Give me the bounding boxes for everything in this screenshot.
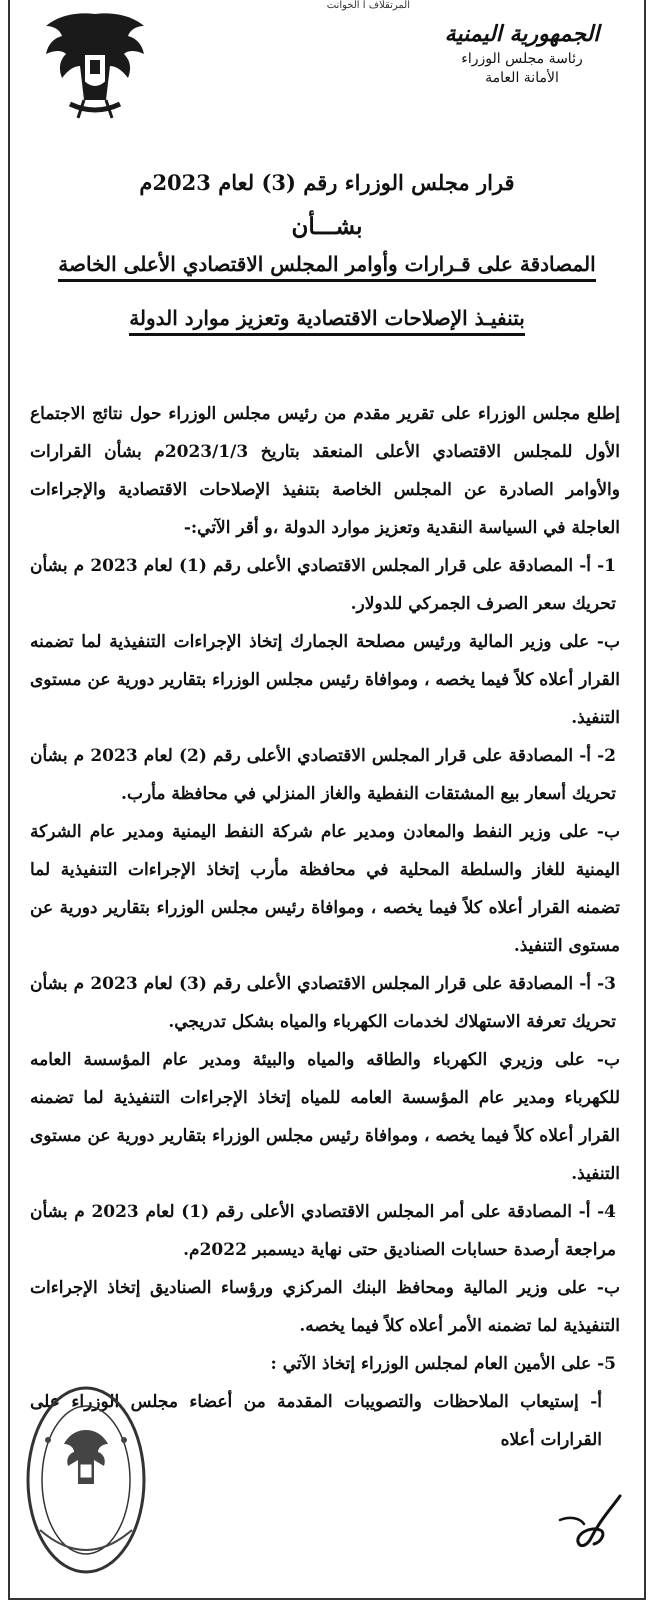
intro-paragraph: إطلع مجلس الوزراء على تقرير مقدم من رئيس مجلس الوزراء حول نتائج الاجتماع الأول للمجلس الاقتصادي الأعلى المنعقد بتاريخ 2023/1/3م بشأن القرارات والأوامر الصادرة عن المجلس الخاصة بتنفيذ الإصلاحات الاقتصادية والإجراءات العاجلة في السياسة النقدية وتعزيز موارد الدولة ،و أقر الآتي:- xyxy=(30,404,620,538)
top-handwriting: المرتقلاف ا الخوانت xyxy=(326,0,410,11)
presidency-name: رئاسة مجلس الوزراء xyxy=(461,50,583,67)
clause-5: 5- على الأمين العام لمجلس الوزراء إتخاذ الآتي : xyxy=(270,1354,616,1374)
clause-4b: ب- على وزير المالية ومحافظ البنك المركزي ورؤساء الصناديق إتخاذ الإجراءات التنفيذية لما تضمنه الأمر أعلاه كلاً فيما يخصه. xyxy=(30,1278,620,1336)
secretariat-name: الأمانة العامة xyxy=(485,69,559,86)
clause-3b: ب- على وزيري الكهرباء والطاقه والمياه والبيئة ومدير عام المؤسسة العامه للكهرباء ومدير عام المؤسسة العامه للمياه إتخاذ الإجراءات التنفيذية لما تضمنه القرار أعلاه كلاً فيما يخصه ، وموافاة رئيس مجلس الوزراء بتقارير دورية عن مستوى التنفيذ. xyxy=(30,1050,620,1184)
clause-2a: 2- أ- المصادقة على قرار المجلس الاقتصادي الأعلى رقم (2) لعام 2023 م بشأن تحريك أسعار بيع المشتقات النفطية والغاز المنزلي في محافظة مأرب. xyxy=(30,746,616,804)
clause-2b: ب- على وزير النفط والمعادن ومدير عام شركة النفط اليمنية ومدير عام الشركة اليمنية للغاز والسلطة المحلية في محافظة مأرب إتخاذ الإجراءات التنفيذية لما تضمنه القرار أعلاه كلاً فيما يخصه ، وموافاة رئيس مجلس الوزراء بتقارير دورية عن مستوى التنفيذ. xyxy=(30,822,620,956)
clause-1b: ب- على وزير المالية ورئيس مصلحة الجمارك إتخاذ الإجراءات التنفيذية لما تضمنه القرار أعلاه كلاً فيما يخصه ، وموافاة رئيس مجلس الوزراء بتقارير دورية عن مستوى التنفيذ. xyxy=(30,632,620,728)
republic-name: الجمهورية اليمنية xyxy=(444,21,600,47)
document-page xyxy=(8,0,646,1600)
eagle-emblem-icon xyxy=(40,4,150,122)
clause-1a: 1- أ- المصادقة على قرار المجلس الاقتصادي الأعلى رقم (1) لعام 2023 م بشأن تحريك سعر الصرف الجمركي للدولار. xyxy=(30,556,616,614)
clause-4a: 4- أ- المصادقة على أمر المجلس الاقتصادي الأعلى رقم (1) لعام 2023 م بشأن مراجعة أرصدة حسابات الصناديق حتى نهاية ديسمبر 2022م. xyxy=(30,1202,616,1260)
decision-title-block xyxy=(40,170,614,336)
decision-body xyxy=(30,395,620,1459)
official-seal-icon xyxy=(20,1380,150,1580)
subject-line-2: بتنفيـذ الإصلاحات الاقتصادية وتعزيز موارد الدولة xyxy=(129,306,525,336)
letterhead xyxy=(422,20,622,87)
clause-3a: 3- أ- المصادقة على قرار المجلس الاقتصادي الأعلى رقم (3) لعام 2023 م بشأن تحريك تعرفة الاستهلاك لخدمات الكهرباء والمياه بشكل تدريجي. xyxy=(30,974,616,1032)
signature-icon xyxy=(550,1490,630,1550)
subject-line-1: المصادقة على قـرارات وأوامر المجلس الاقتصادي الأعلى الخاصة xyxy=(58,252,595,282)
decision-number: قرار مجلس الوزراء رقم (3) لعام 2023م xyxy=(139,170,515,195)
regarding-label: بشـــأن xyxy=(291,213,363,240)
clause-5a: أ- إستيعاب الملاحظات والتصويبات المقدمة من أعضاء مجلس الوزراء على القرارات أعلاه xyxy=(30,1392,602,1450)
